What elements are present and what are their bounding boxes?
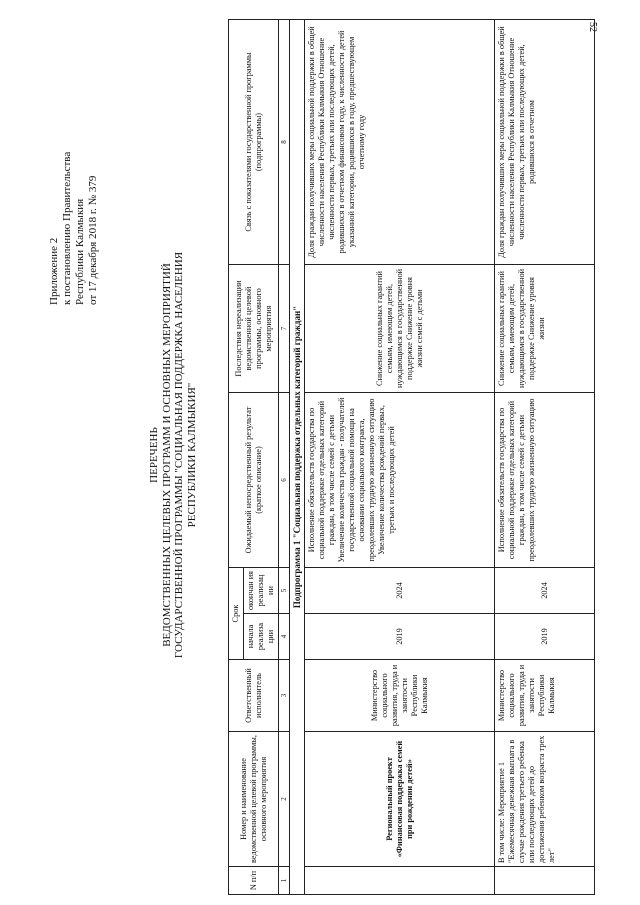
title-line-4: РЕСПУБЛИКИ КАЛМЫКИЯ" [185, 382, 198, 528]
appendix-line-2: к постановлению Правительства [61, 151, 73, 305]
row-consequence: Снижение социальных гарантий семьям, имеющим детей, нуждающимся в государственной поддержке Снижение уровня жизни семей с детьми [305, 265, 495, 393]
column-number: 3 [279, 660, 290, 732]
header-num: N п/п [229, 867, 279, 895]
header-name: Номер и наименование ведомственной целевой программы, основного мероприятия [229, 732, 279, 867]
column-number: 7 [279, 265, 290, 393]
title-line-3: ГОСУДАРСТВЕННОЙ ПРОГРАММЫ "СОЦИАЛЬНАЯ ПОДДЕРЖКА НАСЕЛЕНИЯ [173, 251, 185, 659]
row-num [495, 867, 595, 895]
row-end: 2024 [305, 568, 495, 614]
column-number: 1 [279, 867, 290, 895]
row-link: Доля граждан получивших меры социальной поддержки в общей численности населения Республики Калмыкия Отношение численности первых, третьих или последующих детей, родившихся в отчетном [495, 20, 595, 265]
header-start: начала реализа ции [244, 614, 279, 660]
column-number: 8 [279, 20, 290, 265]
header-end: окончан ия реализац ии [244, 568, 279, 614]
header-result: Ожидаемый непосредственный результат (краткое описание) [229, 393, 279, 568]
column-number: 4 [279, 614, 290, 660]
row-executor: Министерство социального развития, труда и занятости Республики Калмыкия [305, 660, 495, 732]
header-link: Связь с показателями государственной программы (подпрограммы) [229, 20, 279, 265]
column-number-row [279, 20, 290, 895]
row-end: 2024 [495, 568, 595, 614]
column-number: 5 [279, 568, 290, 614]
column-number: 6 [279, 393, 290, 568]
appendix-line-1: Приложение 2 [48, 237, 60, 305]
subprogram-row [290, 20, 305, 895]
title-line-2: ВЕДОМСТВЕННЫХ ЦЕЛЕВЫХ ПРОГРАММ И ОСНОВНЫХ МЕРОПРИЯТИЙ [160, 263, 173, 647]
row-result: Исполнение обязательств государства по социальной поддержке отдельных категорий граждан, в том числе семей с детьми преодолевших трудную жизненную ситуацию [495, 393, 595, 568]
row-name: Региональный проект «Финансовая поддержка семей при рождении детей» [305, 732, 495, 867]
table-row [305, 20, 495, 895]
header-consequence: Последствия нереализации ведомственной целевой программы, основного мероприятия [229, 265, 279, 393]
row-result: Исполнение обязательств государства по социальной поддержке отдельных категорий граждан, в том числе семей с детьми Увеличение количества граждан - получателей государственной социальной помощи на основании социального контракта, преодолевших трудную жизненную ситуацию Увеличение количества рождений первых, третьих и последующих детей [305, 393, 495, 568]
header-term: Срок [229, 568, 244, 660]
row-name: В том числе: Мероприятие 1 "Ежемесячная денежная выплата в случае рождения третьего ребенка или последующих детей до достижения ребенком возраста трех лет" [495, 732, 595, 867]
header-executor: Ответственный исполнитель [229, 660, 279, 732]
row-start: 2019 [495, 614, 595, 660]
appendix-line-3: Республики Калмыкия [74, 198, 86, 305]
subprogram-title: Подпрограмма 1 "Социальная поддержка отдельных категорий граждан" [290, 20, 305, 895]
document-title [148, 125, 198, 785]
row-link: Доля граждан получивших меры социальной поддержки в общей численности населения Республики Калмыкия Отношение численности первых, третьих или последующих детей, родившихся в отчетном финансовом году, к численности детей указанной категории, родившихся в году, предшествующем отчетному году [305, 20, 495, 265]
appendix-line-4: от 17 декабря 2018 г. № 379 [87, 175, 99, 305]
row-num [305, 867, 495, 895]
row-consequence: Снижение социальных гарантий семьям, имеющим детей, нуждающимся в государственной поддержке Снижение уровня жизни [495, 265, 595, 393]
table-row [495, 20, 595, 895]
title-line-1: ПЕРЕЧЕНЬ [148, 427, 160, 483]
column-number: 2 [279, 732, 290, 867]
row-start: 2019 [305, 614, 495, 660]
row-executor: Министерство социального развития, труда и занятости Республики Калмыкия [495, 660, 595, 732]
header-row [229, 20, 244, 895]
appendix-header [48, 5, 100, 305]
page-number: 52 [587, 22, 598, 32]
programs-table [228, 19, 595, 895]
